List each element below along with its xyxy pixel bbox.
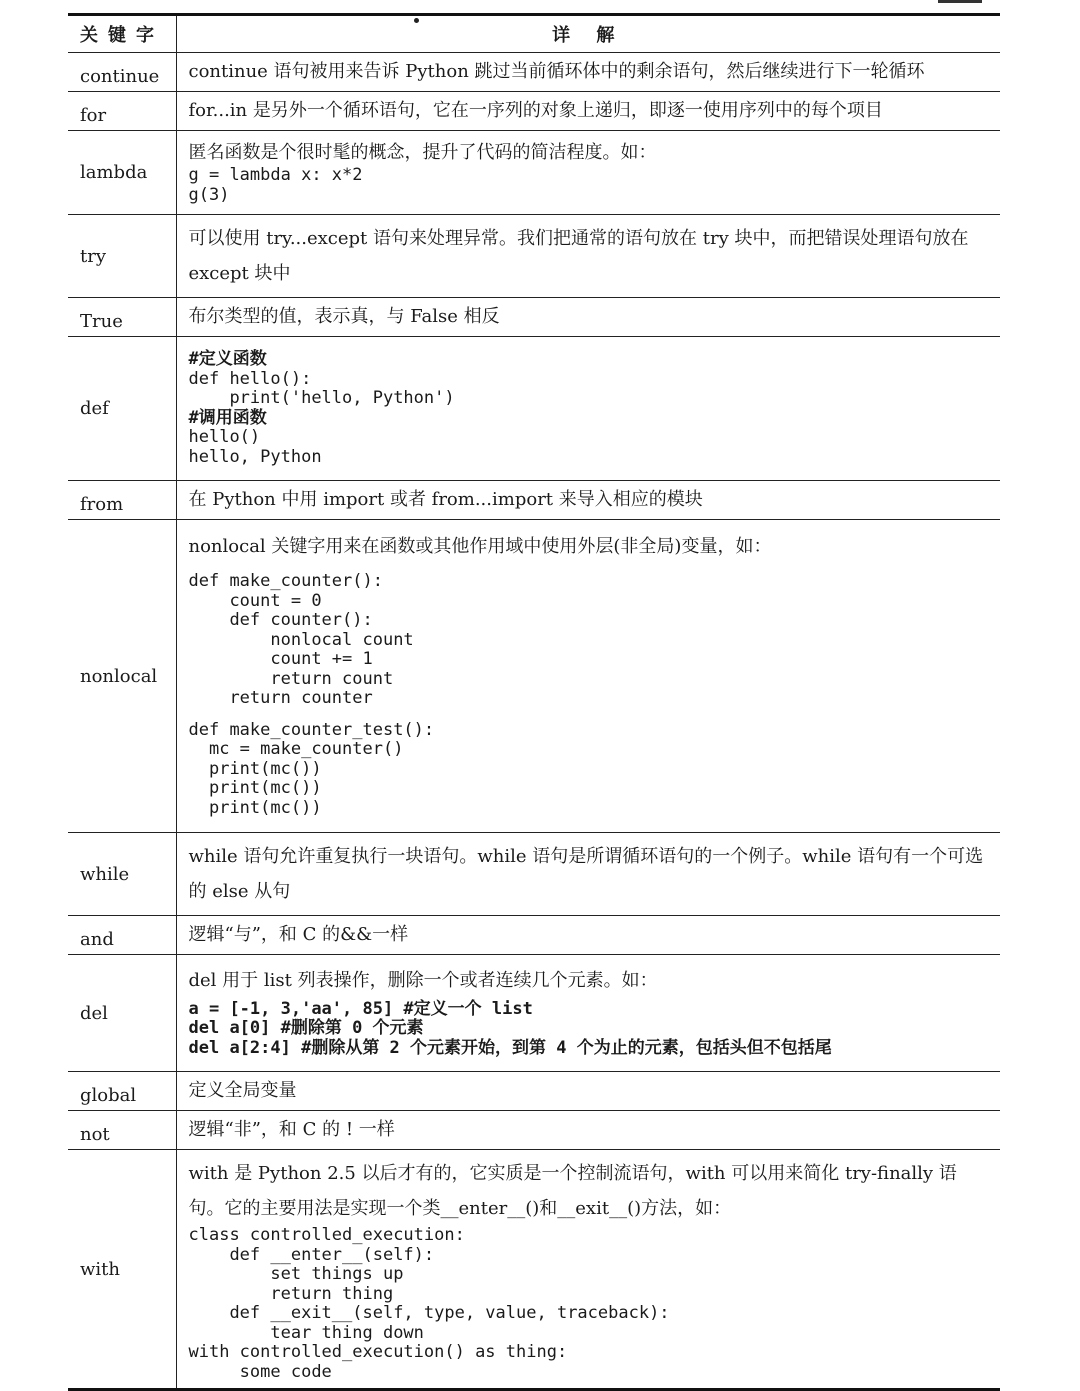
detail-cell [176, 92, 1000, 131]
detail-cell [176, 1111, 1000, 1150]
detail-cell [176, 481, 1000, 520]
code-block: def make_counter_test(): mc = make_counter() print(mc()) print(mc()) print(mc()) [188, 719, 435, 818]
keyword-cell: not [68, 1111, 176, 1150]
detail-text: for...in 是另外一个循环语句，它在一序列的对象上递归，即逐一使用序列中的每个项目 [188, 100, 883, 121]
detail-text: 布尔类型的值，表示真，与 False 相反 [188, 306, 500, 327]
row-try [68, 215, 1000, 298]
row-lambda [68, 131, 1000, 215]
row-with [68, 1150, 1000, 1390]
detail-cell [176, 131, 1000, 215]
detail-text: 在 Python 中用 import 或者 from...import 来导入相应的模块 [188, 489, 703, 510]
detail-text: continue 语句被用来告诉 Python 跳过当前循环体中的剩余语句，然后继续进行下一轮循环 [188, 61, 925, 82]
detail-text: del 用于 list 列表操作，删除一个或者连续几个元素。如： [188, 969, 658, 991]
detail-text: 匿名函数是个很时髦的概念，提升了代码的简洁程度。如： [188, 142, 657, 163]
keyword-cell: global [68, 1072, 176, 1111]
keyword-cell: continue [68, 53, 176, 92]
row-true [68, 298, 1000, 337]
detail-cell [176, 916, 1000, 955]
detail-cell [176, 955, 1000, 1072]
code-block: def make_counter(): count = 0 def counter(): nonlocal count count += 1 return count return counter [188, 571, 414, 708]
row-from [68, 481, 1000, 520]
detail-text: 逻辑“与”，和 C 的&&一样 [188, 924, 409, 945]
code-block: def hello(): print('hello, Python') [188, 368, 455, 408]
detail-text: nonlocal 关键字用来在函数或其他作用域中使用外层(非全局)变量，如： [188, 536, 772, 557]
row-not [68, 1111, 1000, 1150]
code-block: a = [-1, 3,'aa', 85] #定义一个 list del a[0] #删除第 0 个元素 del a[2:4] #删除从第 2 个元素开始，到第 4 个为止的元素，包括头但不包括尾 [188, 998, 832, 1058]
code-block: hello() hello, Python [188, 427, 322, 467]
detail-cell [176, 337, 1000, 481]
keyword-cell: with [68, 1150, 176, 1390]
keyword-cell: del [68, 955, 176, 1072]
detail-cell [176, 520, 1000, 833]
code-block: g = lambda x: x*2 g(3) [188, 165, 363, 205]
detail-text: while 语句允许重复执行一块语句。while 语句是所谓循环语句的一个例子。while 语句有一个可选的 else 从句 [188, 846, 984, 902]
row-continue [68, 53, 1000, 92]
code-block: class controlled_execution: def __enter__(self): set things up return thing def __exit__(self, type, value, traceback): tear thing down with controlled_execution() as thing: some code [188, 1225, 670, 1382]
keyword-cell: def [68, 337, 176, 481]
header-keyword: 关键字 [68, 15, 176, 53]
keyword-cell: True [68, 298, 176, 337]
keyword-cell: try [68, 215, 176, 298]
keyword-cell: and [68, 916, 176, 955]
keyword-table [68, 13, 1000, 1391]
detail-text: 逻辑“非”，和 C 的 ! 一样 [188, 1119, 395, 1140]
keyword-cell: nonlocal [68, 520, 176, 833]
code-comment: #定义函数 [188, 349, 267, 369]
row-del [68, 955, 1000, 1072]
detail-text: 定义全局变量 [188, 1080, 297, 1101]
keyword-cell: lambda [68, 131, 176, 215]
keyword-cell: for [68, 92, 176, 131]
detail-text: 可以使用 try...except 语句来处理异常。我们把通常的语句放在 try 块中，而把错误处理语句放在 except 块中 [188, 228, 969, 284]
keyword-cell: from [68, 481, 176, 520]
detail-cell [176, 1150, 1000, 1390]
row-while [68, 833, 1000, 916]
table-header-row [68, 15, 1000, 53]
detail-cell [176, 53, 1000, 92]
detail-cell [176, 833, 1000, 916]
row-for [68, 92, 1000, 131]
row-nonlocal [68, 520, 1000, 833]
row-and [68, 916, 1000, 955]
detail-text: with 是 Python 2.5 以后才有的，它实质是一个控制流语句，with 可以用来简化 try-finally 语句。它的主要用法是实现一个类__enter__()和__exit__()方法，如： [188, 1163, 957, 1219]
header-detail: 详 解 [176, 15, 1000, 53]
detail-cell [176, 215, 1000, 298]
detail-cell [176, 1072, 1000, 1111]
row-global [68, 1072, 1000, 1111]
code-comment: #调用函数 [188, 407, 267, 428]
detail-cell [176, 298, 1000, 337]
row-def [68, 337, 1000, 481]
keyword-cell: while [68, 833, 176, 916]
page-corner-mark [938, 0, 982, 9]
